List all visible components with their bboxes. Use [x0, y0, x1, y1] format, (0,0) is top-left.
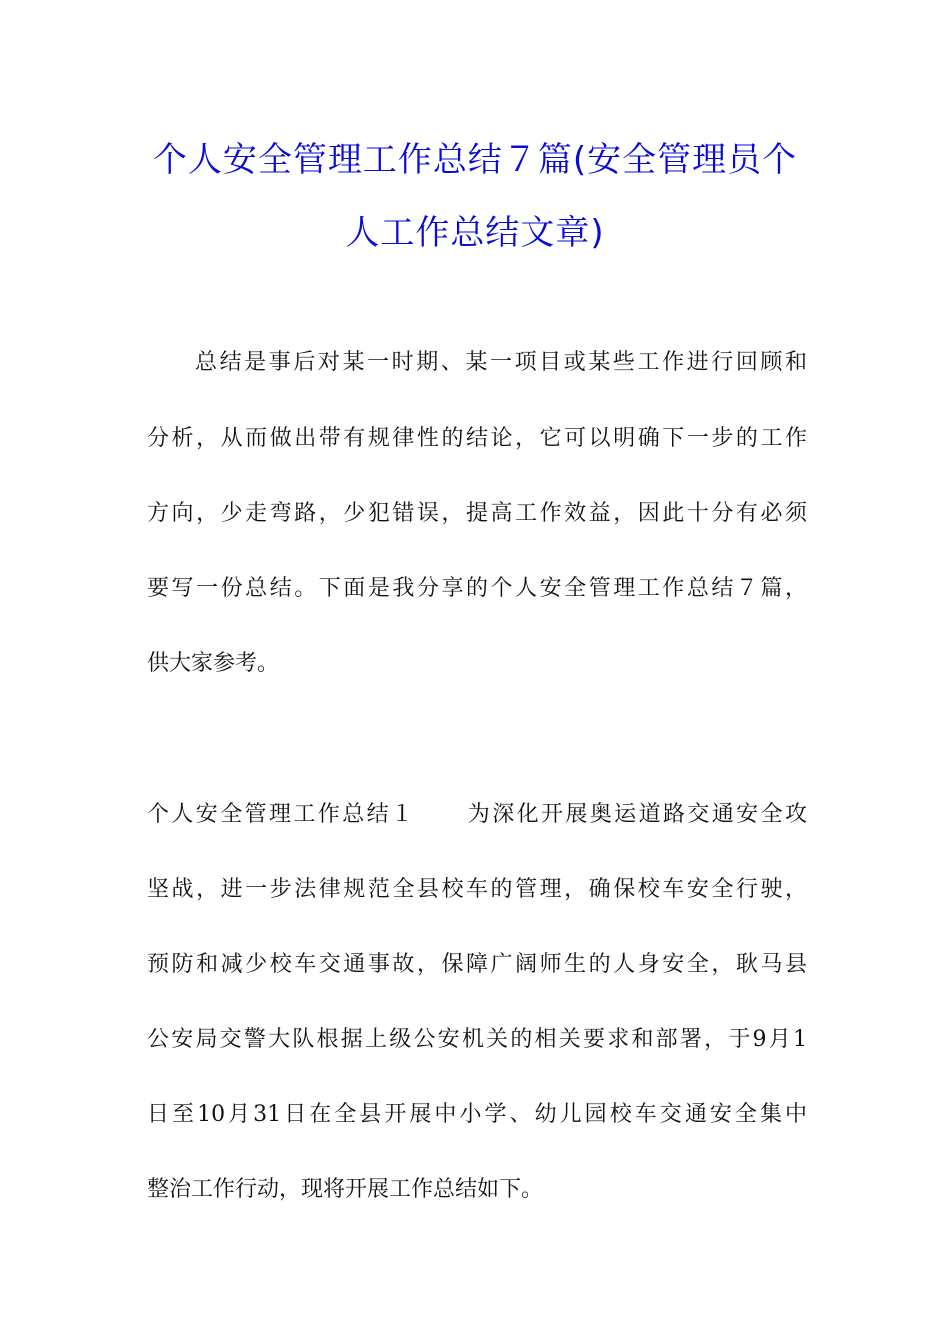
intro-line-5: 供大家参考。 [147, 651, 280, 676]
section-1-first-line-text: 为深化开展奥运道路交通安全攻 [465, 802, 807, 827]
section-1-line-5: 日至10月31日在全县开展中小学、幼儿园校车交通安全集中 [147, 1102, 807, 1127]
intro-line-2: 分析，从而做出带有规律性的结论，它可以明确下一步的工作 [147, 426, 807, 451]
intro-line-4: 要写一份总结。下面是我分享的个人安全管理工作总结７篇， [147, 576, 807, 601]
section-1-heading: 个人安全管理工作总结１ [147, 802, 416, 827]
intro-line-3: 方向，少走弯路，少犯错误，提高工作效益，因此十分有必须 [147, 501, 807, 526]
document-title-line-2: 人工作总结文章) [345, 213, 605, 253]
section-1-line-2: 坚战，进一步法律规范全县校车的管理，确保校车安全行驶， [147, 877, 807, 902]
section-1-line-6: 整治工作行动，现将开展工作总结如下。 [147, 1177, 544, 1202]
section-1-first-line [147, 797, 807, 828]
section-1-line-4: 公安局交警大队根据上级公安机关的相关要求和部署，于9月1 [147, 1027, 807, 1052]
document-title-line-1: 个人安全管理工作总结７篇(安全管理员个 [152, 140, 798, 180]
section-1-line-3: 预防和减少校车交通事故，保障广阔师生的人身安全，耿马县 [147, 952, 807, 977]
intro-line-1: 总结是事后对某一时期、某一项目或某些工作进行回顾和 [195, 350, 807, 375]
